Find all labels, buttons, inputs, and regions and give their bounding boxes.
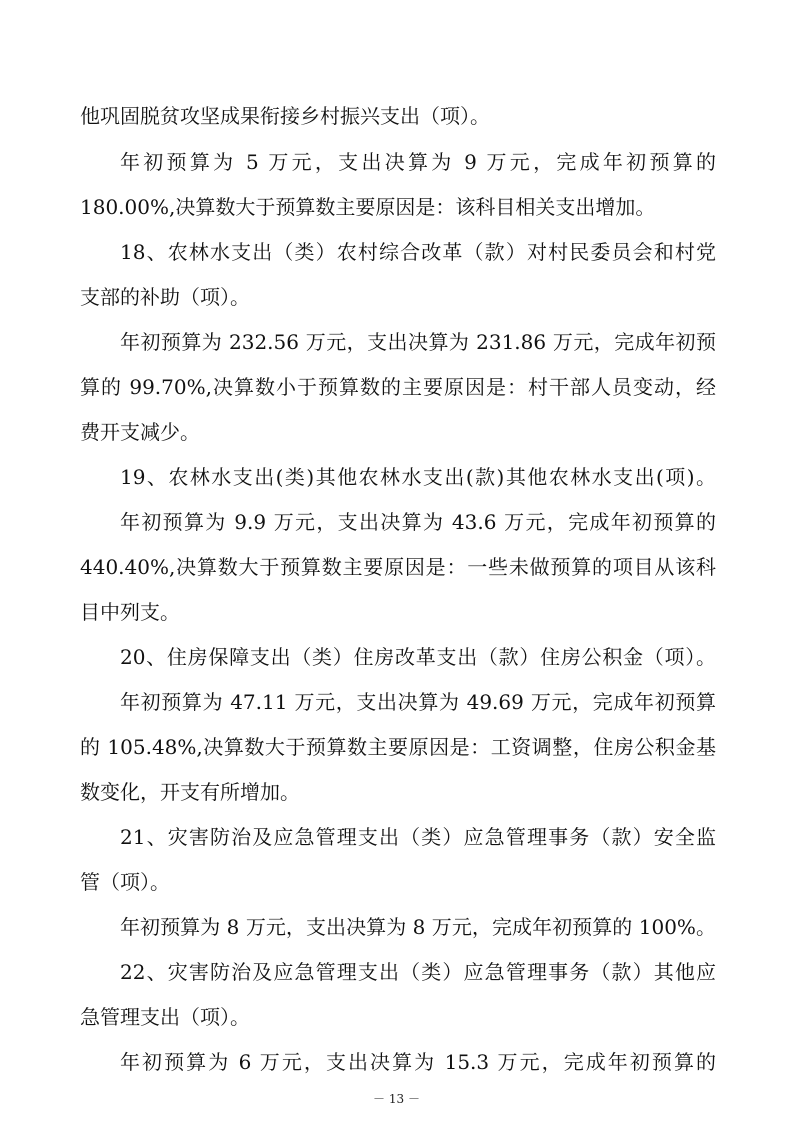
text-line: 算的 99.70%,决算数小于预算数的主要原因是：村干部人员变动，经 bbox=[80, 375, 716, 399]
text-line: 目中列支。 bbox=[80, 600, 180, 624]
text-line: 20、住房保障支出（类）住房改革支出（款）住房公积金（项）。 bbox=[120, 645, 716, 669]
text-line: 21、灾害防治及应急管理支出（类）应急管理事务（款）安全监 bbox=[120, 825, 716, 849]
text-line: 急管理支出（项）。 bbox=[80, 1005, 250, 1029]
text-line: 180.00%,决算数大于预算数主要原因是：该科目相关支出增加。 bbox=[80, 195, 656, 219]
text-line: 年初预算为 8 万元，支出决算为 8 万元，完成年初预算的 100%。 bbox=[120, 915, 716, 939]
page-number: － 13 － bbox=[373, 1092, 420, 1106]
text-line: 年初预算为 6 万元，支出决算为 15.3 万元，完成年初预算的 bbox=[120, 1050, 716, 1074]
text-line: 管（项）。 bbox=[80, 870, 170, 894]
text-line: 年初预算为 5 万元，支出决算为 9 万元，完成年初预算的 bbox=[120, 150, 716, 174]
text-line: 数变化，开支有所增加。 bbox=[80, 780, 300, 804]
text-line: 他巩固脱贫攻坚成果衔接乡村振兴支出（项）。 bbox=[80, 104, 490, 128]
text-line: 18、农林水支出（类）农村综合改革（款）对村民委员会和村党 bbox=[120, 240, 716, 264]
text-line: 的 105.48%,决算数大于预算数主要原因是：工资调整，住房公积金基 bbox=[80, 735, 716, 759]
text-line: 年初预算为 47.11 万元，支出决算为 49.69 万元，完成年初预算 bbox=[120, 690, 716, 714]
text-line: 19、农林水支出(类)其他农林水支出(款)其他农林水支出(项)。 bbox=[120, 465, 716, 489]
text-line: 费开支减少。 bbox=[80, 420, 200, 444]
text-line: 支部的补助（项）。 bbox=[80, 285, 250, 309]
text-line: 年初预算为 9.9 万元，支出决算为 43.6 万元，完成年初预算的 bbox=[120, 510, 716, 534]
text-line: 年初预算为 232.56 万元，支出决算为 231.86 万元，完成年初预 bbox=[120, 330, 716, 354]
text-line: 22、灾害防治及应急管理支出（类）应急管理事务（款）其他应 bbox=[120, 960, 716, 984]
text-line: 440.40%,决算数大于预算数主要原因是：一些未做预算的项目从该科 bbox=[80, 555, 716, 579]
